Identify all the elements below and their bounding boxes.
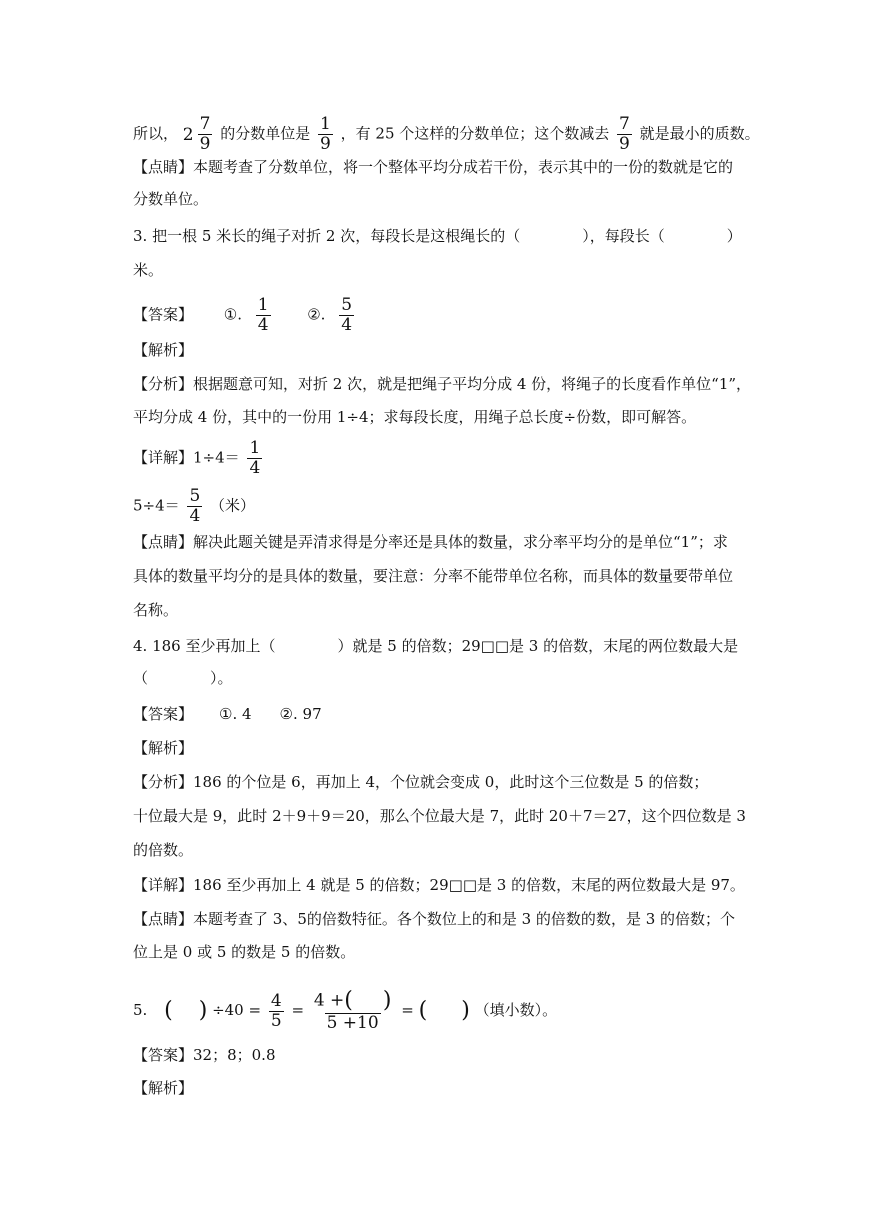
comment-line: 分数单位。: [133, 190, 209, 208]
comment-line: 位上是 0 或 5 的数是 5 的倍数。: [133, 943, 356, 961]
comment-line: 【点睛】本题考查了 3、5的倍数特征。各个数位上的和是 3 的倍数的数，是 3 的倍数；个: [133, 910, 736, 928]
question-4-line-2: （ ）。: [133, 669, 233, 687]
text: 所以，: [133, 124, 179, 143]
analysis-heading: 【解析】: [133, 341, 194, 359]
answer-4: 【答案】 ①. 4 ②. 97: [133, 705, 322, 723]
fraction: $\frac{4 +( )}{5 +10}$: [313, 988, 392, 1033]
question-3-line-2: 米。: [133, 261, 164, 279]
fraction: $\frac{1}{4}$: [257, 295, 269, 335]
fraction: $\frac{7}{9}$: [199, 114, 211, 154]
detail-line: 【详解】186 至少再加上 4 就是 5 的倍数；29□□是 3 的倍数，末尾的两位数最大是 97。: [133, 876, 745, 894]
fraction: $\frac{1}{9}$: [320, 114, 331, 154]
analysis-line: 十位最大是 9，此时 2＋9＋9＝20，那么个位最大是 7，此时 20＋7＝27，这个四位数是 3: [133, 807, 746, 825]
fraction: $\frac{5}{4}$: [189, 486, 201, 526]
answer-5: 【答案】32；8；0.8: [133, 1046, 276, 1064]
comment-line: 具体的数量平均分的是具体的数量，要注意：分率不能带单位名称，而具体的数量要带单位: [133, 567, 734, 585]
answer-3: 【答案】 ①. $\frac{1}{4}$ ②. $\frac{5}{4}$: [133, 295, 353, 335]
mixed-number: [183, 116, 216, 153]
fraction: $\frac{4}{5}$: [270, 990, 282, 1031]
comment-line: 【点睛】解决此题关键是弄清求得是分率还是具体的数量，求分率平均分的是单位“1”；求: [133, 533, 728, 551]
fraction: $\frac{5}{4}$: [341, 295, 353, 335]
comment-line: 名称。: [133, 601, 179, 619]
detail-line-2: 5÷4＝ $\frac{5}{4}$ （米）: [133, 486, 256, 526]
comment-line: 【点睛】本题考查了分数单位，将一个整体平均分成若干份，表示其中的一份的数就是它的: [133, 158, 734, 176]
question-4: 4. 186 至少再加上（ ）就是 5 的倍数；29□□是 3 的倍数，末尾的两位数最大是: [133, 637, 739, 655]
question-5: 5. ( ) ÷40 = $\frac{4}{5}$ = $\frac{4 +( )}{5 +10}$ = ( ) （填小数）。: [133, 988, 558, 1033]
question-3: 3. 把一根 5 米长的绳子对折 2 次，每段长是这根绳长的（ ），每段长（ ）: [133, 227, 742, 245]
analysis-heading: 【解析】: [133, 1079, 194, 1097]
fraction: $\frac{7}{9}$: [619, 114, 630, 154]
whole-part: 2: [182, 124, 194, 145]
text: ，有 25 个这样的分数单位；这个数减去: [340, 124, 610, 143]
analysis-line: 平均分成 4 份，其中的一份用 1÷4；求每段长度，用绳子总长度÷份数，即可解答。: [133, 408, 697, 426]
analysis-line: 【分析】根据题意可知，对折 2 次，就是把绳子平均分成 4 份，将绳子的长度看作单位“1”，: [133, 375, 752, 393]
analysis-line: 的倍数。: [133, 841, 194, 859]
analysis-heading: 【解析】: [133, 739, 194, 757]
analysis-line: 【分析】186 的个位是 6，再加上 4，个位就会变成 0，此时这个三位数是 5 的倍数；: [133, 773, 709, 791]
detail-line-1: 【详解】1÷4＝ $\frac{1}{4}$: [133, 438, 261, 478]
solution-line-1: [133, 116, 760, 153]
fraction: $\frac{1}{4}$: [249, 438, 261, 478]
text: 就是最小的质数。: [639, 124, 760, 143]
text: 的分数单位是: [220, 124, 311, 143]
